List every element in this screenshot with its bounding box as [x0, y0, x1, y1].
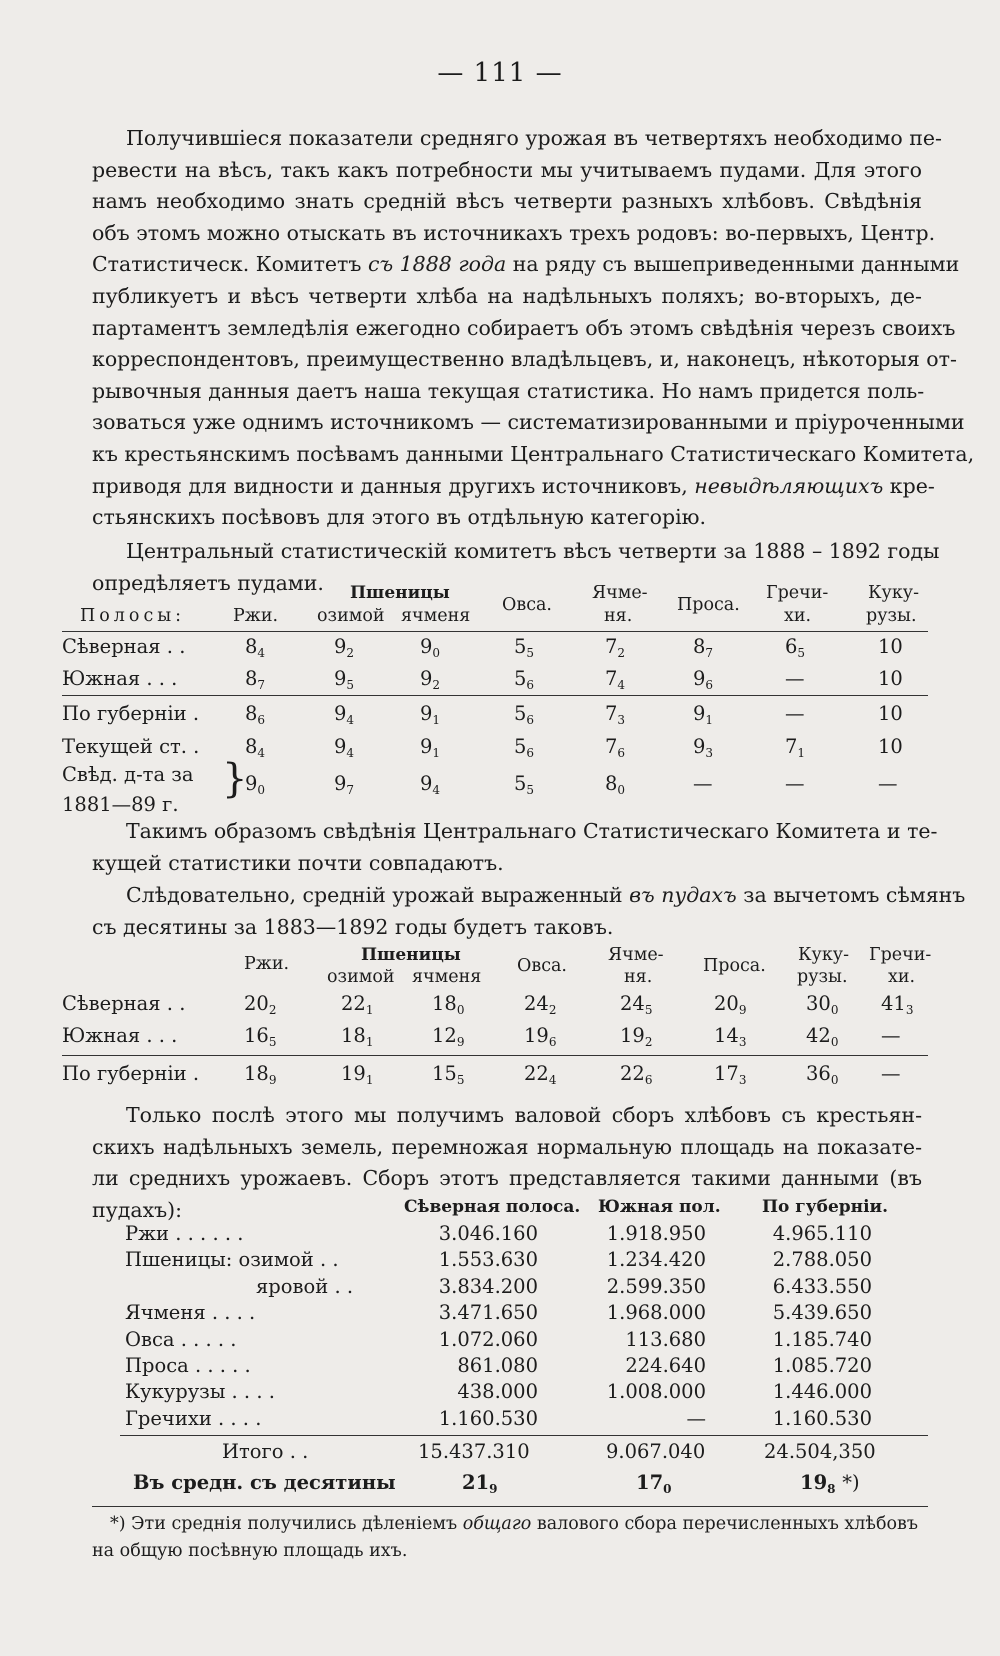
table-cell: 10 [878, 735, 903, 758]
table-cell: 6.433.550 [772, 1275, 872, 1298]
table-row-label: Ржи . . . . . . [125, 1222, 244, 1245]
avg-label: Въ средн. съ десятины [133, 1471, 396, 1494]
table-gross-harvest: Сѣверная полоса. Южная пол. По губерніи. Ржи . . . . . . 3.046.160 1.918.950 4.965.110 Пшеницы: озимой . . 1.553.630 1.234.420 2.788.050 яровой . . 3.834.200 2.599.350 6.433.550 Ячменя . . . . 3.471.650 1.968.000 5.439.650 Овса . . . . . 1.072.060 113.680 1.185.740 Проса . . . . . 861.080 224.640 1.085.720 Кукурузы . . . . 438.000 1.008.000 1.446.000 Гречихи . . . . 1.160.530 — 1.160.530 Итого . . 15.437.310 9.067.040 24.504,350 Въ средн. съ десятины $21_9$ $17_0$ $19_8$ *) [0, 0, 1000, 1656]
table-row-label: Южная . . . [62, 667, 178, 690]
avg-gubernia: $19_8$ *) [800, 1471, 860, 1496]
table-cell: $42_0$ [806, 1024, 839, 1049]
table-row-label: Сѣверная . . [62, 635, 186, 658]
table-cell: 1.234.420 [606, 1248, 706, 1271]
table-cell: $19_2$ [620, 1024, 653, 1049]
table-row-label: По губерніи . [62, 1062, 200, 1085]
table-cell: $9_5$ [334, 667, 355, 692]
table-cell: 2.599.350 [606, 1275, 706, 1298]
table-row-label: Проса . . . . . [125, 1354, 251, 1377]
table-cell: $36_0$ [806, 1062, 839, 1087]
table-row-label: Пшеницы: озимой . . [125, 1248, 339, 1271]
table-cell: $6_5$ [785, 635, 806, 660]
table-cell: $24_5$ [620, 992, 653, 1017]
table-cell: 2.788.050 [772, 1248, 872, 1271]
table-cell: $7_4$ [605, 667, 626, 692]
table-cell: $5_6$ [514, 702, 535, 727]
footnote: *) Эти среднія получились дѣленіемъ общаго валового сбора перечисленныхъ хлѣбовъ на общую посѣвную площадь ихъ. [92, 1514, 919, 1561]
table-cell: $9_0$ [420, 635, 441, 660]
table-cell: $19_1$ [341, 1062, 374, 1087]
table-row-label: Текущей ст. . [62, 735, 200, 758]
table-cell: $30_0$ [806, 992, 839, 1017]
table-cell: — [785, 667, 805, 690]
table-cell: $9_2$ [420, 667, 441, 692]
table-cell: — [686, 1407, 706, 1430]
table-cell: 3.834.200 [438, 1275, 538, 1298]
table-cell: $8_6$ [245, 702, 266, 727]
table-cell: — [878, 772, 898, 795]
table-cell: 1.072.060 [438, 1328, 538, 1351]
table-cell: $16_5$ [244, 1024, 277, 1049]
paragraph-coincide: Такимъ образомъ свѣдѣнія Центральнаго Статистическаго Комитета и те- кущей статистики почти совпадаютъ. [92, 819, 938, 875]
total-gubernia: 24.504,350 [764, 1440, 876, 1463]
table-cell: $8_7$ [693, 635, 714, 660]
table-row-label: Ячменя . . . . [125, 1301, 256, 1324]
table-cell: 113.680 [625, 1328, 706, 1351]
table-cell: $5_6$ [514, 735, 535, 760]
table-cell: $24_2$ [524, 992, 557, 1017]
brace: } [222, 756, 248, 802]
footnote-rule [92, 1506, 928, 1507]
table-cell: $8_4$ [245, 735, 266, 760]
table-cell: 1.553.630 [438, 1248, 538, 1271]
table-row-label-2: 1881—89 г. [62, 793, 179, 816]
table-cell: $9_4$ [420, 772, 441, 797]
table-cell: $22_1$ [341, 992, 374, 1017]
paragraph-weight-conversion: Получившіеся показатели средняго урожая въ четвертяхъ необходимо пе- ревести на вѣсъ, такъ какъ потребности мы учитываемъ пудами. Для этого намъ необходимо знать средній вѣсъ четверти разныхъ хлѣбовъ. Свѣдѣнія объ этомъ можно отыскать въ источникахъ трехъ родовъ: во-первыхъ, Центр. Статистическ. Комитетъ съ 1888 года на ряду съ вышеприведенными данными публикуетъ и вѣсъ четверти хлѣба на надѣльныхъ поляхъ; во-вторыхъ, де- партаментъ земледѣлія ежегодно собираетъ объ этомъ свѣдѣнія черезъ своихъ корреспондентовъ, преимущественно владѣльцевъ, и, наконецъ, нѣкоторыя от- рывочныя данныя даетъ наша текущая статистика. Но намъ придется поль- зоваться уже однимъ источникомъ — систематизированными и пріуроченными къ крестьянскимъ посѣвамъ данными Центральнаго Статистическаго Комитета, приводя для видности и данныя другихъ источниковъ, невыдѣляющихъ кре- стьянскихъ посѣвовъ для этого въ отдѣльную категорію. [92, 126, 975, 530]
table-cell: $41_3$ [881, 992, 914, 1017]
table-row-label: Свѣд. д-та за [62, 763, 194, 786]
table-cell: $14_3$ [714, 1024, 747, 1049]
table-cell: 4.965.110 [772, 1222, 872, 1245]
table-rule [120, 1435, 928, 1436]
table-cell: 5.439.650 [772, 1301, 872, 1324]
avg-north: $21_9$ [462, 1471, 498, 1496]
total-label: Итого . . [222, 1440, 309, 1463]
table-cell: $20_2$ [244, 992, 277, 1017]
table-row-label: Кукурузы . . . . [125, 1380, 275, 1403]
table-cell: $22_4$ [524, 1062, 557, 1087]
table-cell: 1.160.530 [772, 1407, 872, 1430]
table-cell: $20_9$ [714, 992, 747, 1017]
table-row-label: По губерніи . [62, 702, 200, 725]
table-cell: $8_0$ [605, 772, 626, 797]
table-cell: $9_2$ [334, 635, 355, 660]
table-yield-per-desyatina: Ржи. Пшеницы озимой ячменя Овса. Ячме- ня. Проса. Куку- рузы. Гречи- хи. Сѣверная . . $20_2$ $22_1$ $18_0$ $24_2$ $24_5$ $20_9$ $30_0$ $41_3$ Южная . . . $16_5$ $18_1$ $12_9$ $19_6$ $19_2$ $14_3$ $42_0$ — По губерніи . $18_9$ $19_1$ $15_5$ $22_4$ $22_6$ $17_3$ $36_0$ — [62, 945, 932, 1087]
table-cell: $9_1$ [420, 702, 441, 727]
table-cell: $9_3$ [693, 735, 714, 760]
table-cell: $18_9$ [244, 1062, 277, 1087]
table-cell: 1.968.000 [606, 1301, 706, 1324]
table-quarter-weights: Полосы: Ржи. Пшеницы озимой ячменя Овса. Ячме- ня. Проса. Гречи- хи. Куку- рузы. Сѣверная . . $8_4$ $9_2$ $9_0$ $5_5$ $7_2$ $8_7$ $6_5$ 10 Южная . . . $8_7$ $9_5$ $9_2$ $5_6$ $7_4$ $9_6$ — 10 По губерніи . $8_6$ $9_4$ $9_1$ $5_6$ $7_3$ $9_1$ — 10 Текущей ст. . $8_4$ $9_4$ $9_1$ $5_6$ $7_6$ $9_3$ $7_1$ 10 Свѣд. д-та за 1881—89 г. $9_0$ $9_7$ $9_4$ $5_5$ $8_0$ — — — } [0, 0, 1000, 1656]
table-cell: 1.160.530 [438, 1407, 538, 1430]
table-cell: $5_5$ [514, 635, 535, 660]
table-cell: $9_4$ [334, 702, 355, 727]
table-cell: 1.085.720 [772, 1354, 872, 1377]
table-cell: 1.446.000 [772, 1380, 872, 1403]
paragraph-gross-harvest: Только послѣ этого мы получимъ валовой сборъ хлѣбовъ съ крестьян- скихъ надѣльныхъ земель, перемножая нормальную площадь на показате- ли среднихъ урожаевъ. Сборъ этотъ представляется такими данными (въ пудахъ): [92, 1103, 922, 1222]
table-cell: 224.640 [625, 1354, 706, 1377]
table-cell: — [693, 772, 713, 795]
table-cell: $5_6$ [514, 667, 535, 692]
table-cell: 1.185.740 [772, 1328, 872, 1351]
table-cell: $9_7$ [334, 772, 355, 797]
table-cell: — [785, 772, 805, 795]
avg-south: $17_0$ [636, 1471, 672, 1496]
table-cell: 438.000 [457, 1380, 538, 1403]
table-cell: $18_1$ [341, 1024, 374, 1049]
table-cell: $7_1$ [785, 735, 806, 760]
table-cell: $9_0$ [245, 772, 266, 797]
table-cell: 10 [878, 667, 903, 690]
table-cell: $8_7$ [245, 667, 266, 692]
table-cell: $9_1$ [693, 702, 714, 727]
table-cell: 1.008.000 [606, 1380, 706, 1403]
table-cell: 861.080 [457, 1354, 538, 1377]
table-cell: $9_4$ [334, 735, 355, 760]
table-row-label: яровой . . [256, 1275, 354, 1298]
table-cell: 1.918.950 [606, 1222, 706, 1245]
table-row-label: Южная . . . [62, 1024, 178, 1047]
table-cell: $8_4$ [245, 635, 266, 660]
table-cell: 3.046.160 [438, 1222, 538, 1245]
paragraph-avg-yield: Слѣдовательно, средній урожай выраженный въ пудахъ за вычетомъ сѣмянъ съ десятины за 1883—1892 годы будетъ таковъ. [92, 883, 966, 939]
table-row-label: Сѣверная . . [62, 992, 186, 1015]
table-cell: $7_6$ [605, 735, 626, 760]
table-cell: $9_1$ [420, 735, 441, 760]
table-cell: $18_0$ [432, 992, 465, 1017]
table-cell: — [785, 702, 805, 725]
total-north: 15.437.310 [418, 1440, 530, 1463]
page-number: — 111 — [437, 58, 563, 88]
table-cell: 10 [878, 635, 903, 658]
table-cell: $9_6$ [693, 667, 714, 692]
table-cell: $7_3$ [605, 702, 626, 727]
table-cell: $19_6$ [524, 1024, 557, 1049]
table-row-label: Гречихи . . . . [125, 1407, 262, 1430]
table-cell: $12_9$ [432, 1024, 465, 1049]
table-cell: 3.471.650 [438, 1301, 538, 1324]
table-cell: $17_3$ [714, 1062, 747, 1087]
table-row-label: Овса . . . . . [125, 1328, 237, 1351]
table-cell: $22_6$ [620, 1062, 653, 1087]
table-cell: — [881, 1024, 901, 1047]
total-south: 9.067.040 [606, 1440, 706, 1463]
paragraph-committee-weights: Центральный статистическій комитетъ вѣсъ четверти за 1888 – 1892 годы опредѣляетъ пудами. [92, 539, 940, 595]
table-cell: 10 [878, 702, 903, 725]
table-cell: $5_5$ [514, 772, 535, 797]
table-cell: $7_2$ [605, 635, 626, 660]
table-cell: — [881, 1062, 901, 1085]
table-cell: $15_5$ [432, 1062, 465, 1087]
